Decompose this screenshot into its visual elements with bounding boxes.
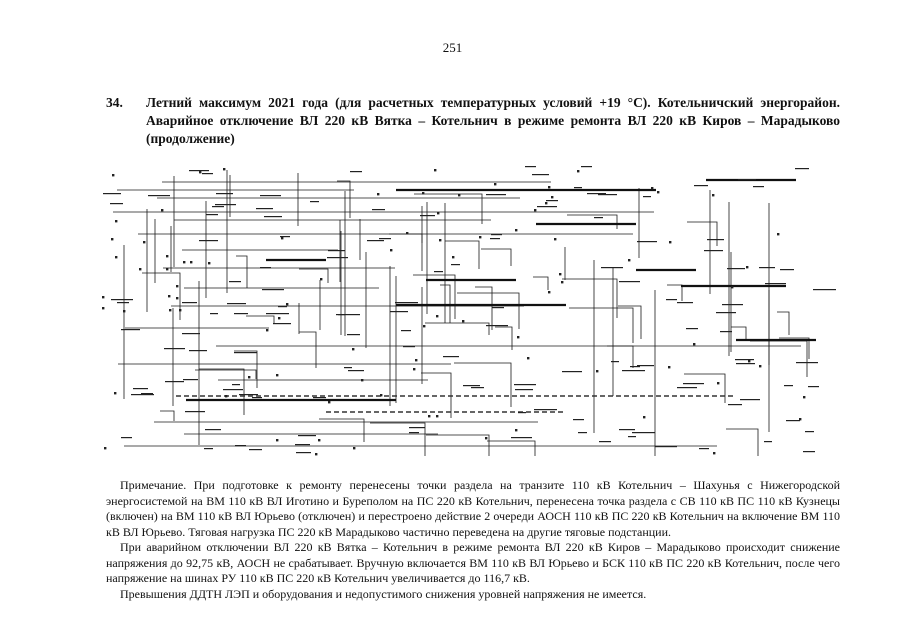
switch-symbol [104,447,106,449]
switch-symbol [276,374,278,376]
label-mark [262,289,284,290]
label-mark [637,241,657,242]
label-mark [722,304,743,305]
connection-17 [777,312,789,335]
label-mark [185,411,205,412]
switch-symbol [712,194,714,196]
switch-symbol [517,336,519,338]
switch-symbol [315,453,317,455]
label-mark [795,168,809,169]
label-mark [611,361,619,362]
switch-symbol [353,447,355,449]
label-mark [808,386,819,387]
switch-symbol [276,439,278,441]
label-mark [409,432,419,433]
label-mark [574,187,582,188]
power-network-diagram [96,160,836,460]
label-mark [786,420,800,421]
label-mark [434,271,443,272]
switch-symbol [286,303,288,305]
label-mark [313,397,326,398]
switch-symbol [415,359,417,361]
switch-symbol [183,261,185,263]
label-mark [403,346,415,347]
label-mark [632,432,655,433]
switch-symbol [485,437,487,439]
switch-symbol [515,229,517,231]
switch-symbol [651,187,653,189]
switch-symbol [596,370,598,372]
label-mark [206,214,218,215]
label-mark [165,381,184,382]
label-mark [655,446,677,447]
switch-symbol [479,236,481,238]
switch-symbol [176,285,178,287]
switch-symbol [112,174,114,176]
switch-symbol [428,415,430,417]
label-mark [736,363,755,364]
switch-symbol [759,365,761,367]
switch-symbol [534,209,536,211]
label-mark [235,445,246,446]
label-mark [189,350,207,351]
connection-23 [337,181,350,218]
switch-symbol [731,286,733,288]
label-mark [401,330,411,331]
diagram-dashed-lines [176,396,736,412]
label-mark [372,209,385,210]
label-mark [578,432,587,433]
label-mark [229,281,241,282]
label-mark [728,404,742,405]
label-mark [666,299,677,300]
switch-symbol [669,241,671,243]
switch-symbol [199,171,201,173]
label-mark [683,383,704,384]
switch-symbol [166,268,168,270]
label-mark [148,195,170,196]
label-mark [395,302,418,303]
label-mark [694,185,708,186]
label-mark [216,193,233,194]
label-mark [677,302,693,303]
label-mark [121,329,140,330]
label-mark [266,313,289,314]
switch-symbol [143,241,145,243]
label-mark [189,170,209,171]
label-mark [117,302,129,303]
label-mark [212,206,224,207]
label-mark [594,217,603,218]
connection-14 [142,273,180,320]
label-mark [264,216,282,217]
label-mark [182,302,197,303]
label-mark [338,314,360,315]
connection-30 [667,285,682,301]
switch-symbol [439,239,441,241]
label-mark [223,389,243,390]
label-mark [183,379,198,380]
connection-20 [687,222,717,246]
switch-symbol [713,452,715,454]
label-mark [463,385,480,386]
label-mark [111,299,133,300]
label-mark [735,359,754,360]
connection-36 [495,327,512,350]
label-mark [738,179,756,180]
switch-symbol [561,281,563,283]
switch-symbol [114,392,116,394]
label-mark [511,437,532,438]
label-mark [348,370,364,371]
connection-22 [445,241,479,269]
switch-symbol [803,396,805,398]
label-mark [256,208,273,209]
label-mark [598,194,617,195]
connection-37 [684,374,725,403]
label-mark [298,435,316,436]
switch-symbol [494,183,496,185]
switch-symbol [437,212,439,214]
label-mark [601,267,623,268]
label-mark [280,236,290,237]
label-mark [121,437,132,438]
switch-symbol [423,325,425,327]
switch-symbol [266,329,268,331]
connection-16 [246,316,274,324]
switch-symbol [527,357,529,359]
switch-symbol [169,309,171,311]
switch-symbol [748,360,750,362]
switch-symbol [554,238,556,240]
label-mark [622,370,645,371]
connection-27 [481,249,511,266]
switch-symbol [559,273,561,275]
label-mark [249,449,262,450]
label-mark [260,195,281,196]
label-mark [350,171,362,172]
label-mark [205,429,221,430]
section-heading [106,94,840,148]
switch-symbol [548,186,550,188]
switch-symbol [139,268,141,270]
connection-13 [457,293,519,329]
label-mark [490,238,500,239]
label-mark [443,356,459,357]
switch-symbol [361,379,363,381]
label-mark [534,409,557,410]
notes [106,478,840,602]
section-title: Летний максимум 2021 года (для расчетных температурных условий +19 °C). Котельничский энергорайон. Аварийное отключение ВЛ 220 кВ Вятка – Котельнич в режиме ремонта ВЛ 220 кВ Киров – Марадыково (продолжение) [146,95,840,146]
page-number: 251 [442,40,463,55]
switch-symbol [458,194,460,196]
switch-symbol [208,262,210,264]
label-mark [599,441,611,442]
label-mark [273,323,291,324]
label-mark [295,444,310,445]
label-mark [546,200,558,201]
note-paragraph-2: При аварийном отключении ВЛ 220 кВ Вятка – Котельнич в режиме ремонта ВЛ 220 кВ Киров – Марадыково происходит снижение напряжения до 92,75 кВ, АОСН не срабатывает. Вручную включается ВМ 110 кВ ВЛ Юрьево и БСК 110 кВ ПС 220 кВ Котельнич, после чего напряжение на шинах РУ 110 кВ ПС 220 кВ Котельнич увеличивается до 116,7 кВ. [106,540,840,585]
label-mark [727,268,745,269]
label-mark [210,313,218,314]
label-mark [619,281,640,282]
switch-symbol [123,310,125,312]
connection-18 [234,351,257,388]
connection-6 [475,287,492,330]
label-mark [379,238,391,239]
label-mark [784,385,793,386]
label-mark [764,441,772,442]
connection-4 [236,256,247,288]
connection-31 [199,369,244,415]
switch-symbol [628,259,630,261]
connection-11 [414,194,482,224]
label-mark [227,303,246,304]
label-mark [234,313,248,314]
switch-symbol [777,233,779,235]
label-mark [199,240,218,241]
label-mark [716,312,736,313]
switch-symbol [161,209,163,211]
label-mark [234,352,257,353]
switch-symbol [462,320,464,322]
label-mark [765,283,786,284]
label-mark [202,173,213,174]
label-mark [486,194,506,195]
switch-symbol [190,261,192,263]
label-mark [204,448,213,449]
note-paragraph-3: Превышения ДДТН ЛЭП и оборудования и недопустимого снижения уровней напряжения не имеется. [120,586,647,601]
switch-symbol [577,170,579,172]
connection-38 [533,277,548,290]
label-mark [182,333,200,334]
switch-symbol [179,309,181,311]
switch-symbol [115,220,117,222]
label-mark [110,203,123,204]
label-mark [562,371,582,372]
label-mark [796,362,818,363]
label-mark [260,267,271,268]
section-number: 34. [106,95,123,110]
label-mark [491,234,502,235]
switch-symbol [318,439,320,441]
connection-15 [567,215,617,229]
switch-symbol [717,382,719,384]
label-mark [740,399,760,400]
label-mark [573,419,584,420]
switch-symbol [643,416,645,418]
switch-symbol [434,169,436,171]
label-mark [347,334,360,335]
label-mark [803,451,815,452]
switch-symbol [102,296,104,298]
connection-19 [319,419,364,442]
label-mark [296,452,311,453]
connection-7 [569,308,633,343]
label-mark [164,348,185,349]
label-mark [327,257,348,258]
label-mark [805,431,814,432]
label-mark [328,250,345,251]
switch-symbol [390,249,392,251]
label-mark [515,389,533,390]
connection-34 [299,332,316,368]
label-mark [141,393,153,394]
switch-symbol [406,232,408,234]
switch-symbol [380,394,382,396]
label-mark [471,387,484,388]
label-mark [409,427,425,428]
switch-symbol [515,429,517,431]
switch-symbol [413,368,415,370]
switch-symbol [668,366,670,368]
label-mark [390,311,408,312]
switch-symbol [115,256,117,258]
label-mark [525,166,536,167]
connection-12 [562,279,617,318]
label-mark [628,436,636,437]
switch-symbol [278,317,280,319]
connection-29 [726,429,758,456]
switch-symbol [111,238,113,240]
connection-26 [195,370,256,379]
label-mark [686,328,698,329]
label-mark [492,307,504,308]
switch-symbol [377,193,379,195]
label-mark [451,264,460,265]
connection-25 [389,234,422,243]
switch-symbol [176,297,178,299]
note-paragraph-1: Примечание. При подготовке к ремонту перенесены точки раздела на транзите 110 кВ Котельнич – Шахунья с Нижегородской энергосистемой на ВМ 110 кВ ВЛ Иготино и Буреполом на ПС 220 кВ Котельнич, перенесена точка раздела с СВ 110 кВ ПС 110 кВ Кузнецы (включен) на ВМ 110 кВ ВЛ Юрьево (отключен) и перестроено действие 2 очереди АОСН 110 кВ ПС 220 кВ Котельнич на включение ВМ 110 кВ ВЛ Юрьево. Тяговая нагрузка ПС 220 кВ Марадыково частично переведена на другие тяговые подстанции. [106,478,840,539]
label-mark [310,201,319,202]
switch-symbol [548,291,550,293]
switch-symbol [436,415,438,417]
switch-symbol [320,278,322,280]
label-mark [759,267,775,268]
switch-symbol [328,401,330,403]
label-mark [486,325,508,326]
switch-symbol [168,295,170,297]
label-mark [720,331,732,332]
label-mark [344,367,352,368]
connection-10 [487,441,535,456]
label-mark [420,215,435,216]
connection-5 [413,275,455,319]
switch-symbol [693,343,695,345]
switch-symbol [281,237,283,239]
label-mark [753,186,764,187]
label-mark [518,412,526,413]
switch-symbol [422,192,424,194]
connection-3 [160,411,174,421]
label-mark [239,394,258,395]
label-mark [813,289,836,290]
label-mark [367,240,384,241]
diagram-marks [102,166,836,455]
label-mark [532,174,549,175]
label-mark [103,193,121,194]
switch-symbol [225,395,227,397]
switch-symbol [657,191,659,193]
label-mark [252,397,262,398]
label-mark [643,196,651,197]
connection-24 [425,323,489,335]
switch-symbol [545,202,547,204]
label-mark [630,366,640,367]
label-mark [278,306,287,307]
switch-symbol [102,307,104,309]
switch-symbol [223,168,225,170]
switch-symbol [746,266,748,268]
label-mark [619,429,635,430]
label-mark [514,384,536,385]
switch-symbol [551,196,553,198]
label-mark [581,166,592,167]
label-mark [133,388,148,389]
label-mark [780,269,794,270]
label-mark [232,384,240,385]
label-mark [215,204,236,205]
switch-symbol [452,256,454,258]
label-mark [537,206,557,207]
label-mark [699,448,709,449]
switch-symbol [248,376,250,378]
switch-symbol [436,315,438,317]
label-mark [704,250,723,251]
connection-32 [299,269,328,283]
connection-2 [607,346,633,368]
connection-9 [454,363,511,407]
connection-28 [618,306,641,339]
label-mark [707,239,724,240]
switch-symbol [166,255,168,257]
label-mark [677,387,697,388]
switch-symbol [352,348,354,350]
connection-8 [426,435,489,456]
